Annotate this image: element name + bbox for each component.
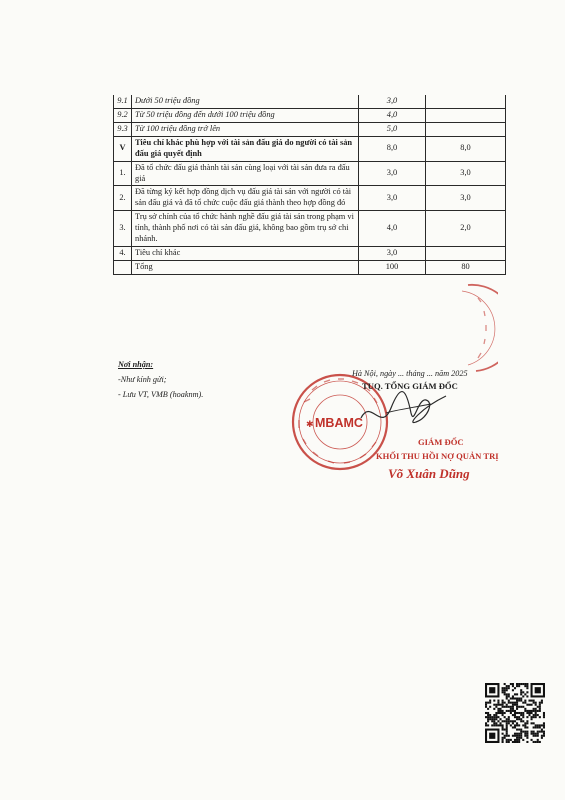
criterion-text: Tiêu chí khác phù hợp với tài sản đấu giá do người có tài sản đấu giá quyết định	[132, 136, 359, 161]
row-number	[114, 260, 132, 274]
criterion-text: Tổng	[132, 260, 359, 274]
awarded-score: 3,0	[426, 161, 506, 186]
recipients-label: Nơi nhận:	[118, 360, 154, 369]
max-score: 4,0	[359, 211, 426, 247]
table-row	[114, 260, 506, 274]
table-row	[114, 108, 506, 122]
awarded-score	[426, 247, 506, 261]
signer-department: KHỐI THU HỒI NỢ QUẢN TRỊ	[376, 451, 499, 461]
criterion-text: Dưới 50 triệu đồng	[132, 95, 359, 108]
criterion-text: Đã tổ chức đấu giá thành tài sản cùng loại với tài sản đưa ra đấu giá	[132, 161, 359, 186]
table-row	[114, 247, 506, 261]
max-score: 4,0	[359, 108, 426, 122]
row-number: 9.2	[114, 108, 132, 122]
svg-text:✱: ✱	[306, 419, 314, 429]
row-number: 1.	[114, 161, 132, 186]
criterion-text: Từ 100 triệu đồng trở lên	[132, 122, 359, 136]
criterion-text: Đã từng ký kết hợp đồng dịch vụ đấu giá tài sản với người có tài sản đấu giá và đã tổ chức cuộc đấu giá thành theo hợp đồng đó	[132, 186, 359, 211]
table-row	[114, 136, 506, 161]
recipient-item: - Lưu VT, VMB (hoaknm).	[118, 390, 204, 399]
awarded-score: 3,0	[426, 186, 506, 211]
table-row	[114, 122, 506, 136]
max-score: 5,0	[359, 122, 426, 136]
awarded-score: 8,0	[426, 136, 506, 161]
row-number: 9.3	[114, 122, 132, 136]
max-score: 3,0	[359, 95, 426, 108]
row-number: 9.1	[114, 95, 132, 108]
max-score: 8,0	[359, 136, 426, 161]
awarded-score	[426, 108, 506, 122]
criterion-text: Tiêu chí khác	[132, 247, 359, 261]
awarded-score	[426, 95, 506, 108]
recipients-block	[118, 360, 203, 405]
signature-title: TUQ. TỔNG GIÁM ĐỐC	[362, 381, 458, 391]
recipient-item: -Như kính gửi;	[118, 375, 167, 384]
max-score: 3,0	[359, 186, 426, 211]
row-number: V	[114, 136, 132, 161]
max-score: 100	[359, 260, 426, 274]
row-number: 4.	[114, 247, 132, 261]
signer-name: Võ Xuân Dũng	[388, 466, 470, 481]
signature-date: Hà Nội, ngày ... tháng ... năm 2025	[352, 369, 468, 378]
awarded-score	[426, 122, 506, 136]
criterion-text: Từ 50 triệu đồng đến dưới 100 triệu đồng	[132, 108, 359, 122]
signer-position: GIÁM ĐỐC	[418, 437, 464, 447]
criteria-table	[113, 95, 506, 275]
awarded-score: 80	[426, 260, 506, 274]
table-row	[114, 186, 506, 211]
table-row	[114, 161, 506, 186]
row-number: 3.	[114, 211, 132, 247]
max-score: 3,0	[359, 161, 426, 186]
table-row	[114, 211, 506, 247]
criterion-text: Trụ sở chính của tổ chức hành nghề đấu giá tài sản trong phạm vi tỉnh, thành phố nơi có tài sản đấu giá, không bao gồm trụ sở chi nhánh.	[132, 211, 359, 247]
table-row	[114, 95, 506, 108]
seal-logo-text: MBAMC	[315, 416, 363, 430]
seam-stamp	[458, 283, 498, 373]
row-number: 2.	[114, 186, 132, 211]
qr-code	[485, 683, 545, 743]
max-score: 3,0	[359, 247, 426, 261]
awarded-score: 2,0	[426, 211, 506, 247]
